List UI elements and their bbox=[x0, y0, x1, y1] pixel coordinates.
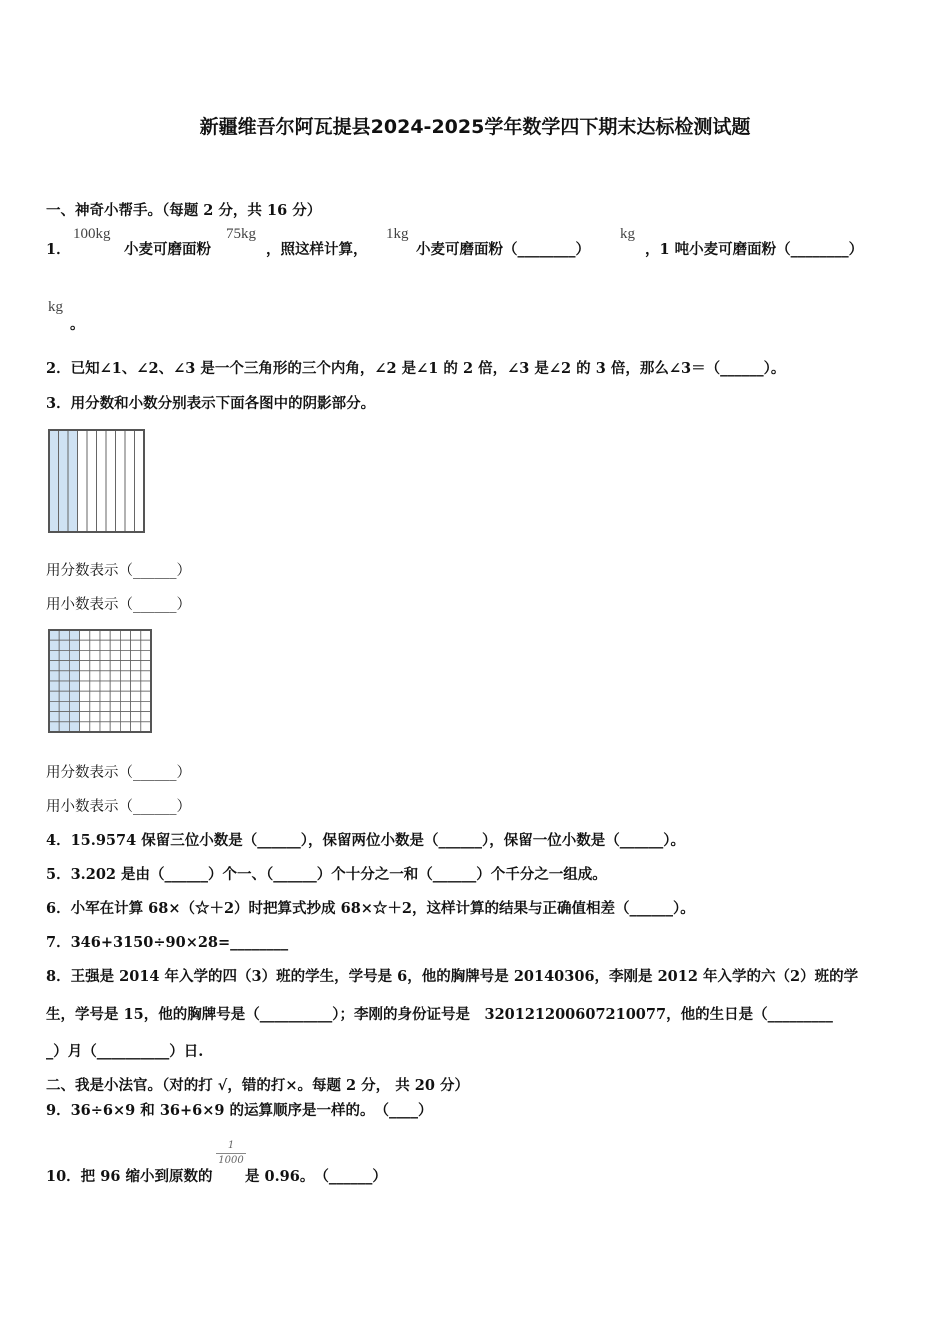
cell bbox=[80, 640, 90, 650]
cell bbox=[131, 712, 141, 722]
q1-unit-kg-2: kg bbox=[48, 299, 63, 315]
cell bbox=[110, 681, 120, 691]
cell bbox=[110, 691, 120, 701]
q10-text-post: 是 0.96。 （______） bbox=[245, 1168, 387, 1185]
section-1-heading: 一、神奇小帮手。（每题 2 分，共 16 分） bbox=[46, 202, 322, 219]
shaded-cell bbox=[59, 650, 69, 660]
cell bbox=[120, 640, 130, 650]
shaded-cell bbox=[59, 722, 69, 732]
q10-fraction-numerator: 1 bbox=[227, 1140, 235, 1151]
shaded-cell bbox=[49, 661, 59, 671]
q1-text-4: ，1 吨小麦可磨面粉（________） bbox=[645, 241, 864, 258]
shaded-cell bbox=[59, 691, 69, 701]
cell bbox=[141, 661, 151, 671]
shaded-cell bbox=[49, 691, 59, 701]
q1-unit-1kg: 1kg bbox=[386, 226, 409, 242]
q10-fraction-denominator: 1000 bbox=[218, 1155, 244, 1166]
cell bbox=[131, 640, 141, 650]
cell bbox=[90, 661, 100, 671]
cell bbox=[131, 630, 141, 640]
cell bbox=[80, 661, 90, 671]
q1-unit-100kg: 100kg bbox=[73, 226, 111, 242]
shaded-cell bbox=[59, 640, 69, 650]
q3b-fraction-line: 用分数表示（______） bbox=[46, 765, 191, 781]
cell bbox=[120, 661, 130, 671]
shaded-cell bbox=[49, 701, 59, 711]
shaded-cell bbox=[49, 640, 59, 650]
cell bbox=[90, 722, 100, 732]
q10-text-pre: 10．把 96 缩小到原数的 bbox=[46, 1168, 213, 1185]
cell bbox=[90, 650, 100, 660]
shaded-cell bbox=[59, 671, 69, 681]
q1-number: 1． bbox=[46, 241, 71, 258]
column bbox=[135, 430, 145, 532]
cell bbox=[131, 661, 141, 671]
shaded-cell bbox=[69, 681, 79, 691]
section-2-heading: 二、我是小法官。（对的打 √，错的打×。每题 2 分， 共 20 分） bbox=[46, 1077, 469, 1094]
cell bbox=[90, 712, 100, 722]
column bbox=[106, 430, 116, 532]
shaded-cell bbox=[69, 630, 79, 640]
cell bbox=[80, 681, 90, 691]
cell bbox=[80, 691, 90, 701]
cell bbox=[100, 630, 110, 640]
column bbox=[87, 430, 97, 532]
question-5: 5．3.202 是由（______）个一、（______）个十分之一和（______）个千分之一组成。 bbox=[46, 866, 607, 883]
shaded-cell bbox=[59, 661, 69, 671]
cell bbox=[131, 691, 141, 701]
cell bbox=[90, 691, 100, 701]
cell bbox=[100, 701, 110, 711]
cell bbox=[80, 650, 90, 660]
cell bbox=[80, 671, 90, 681]
cell bbox=[131, 650, 141, 660]
shaded-column bbox=[68, 430, 78, 532]
cell bbox=[141, 650, 151, 660]
cell bbox=[100, 640, 110, 650]
question-8-line-2: 生，学号是 15，他的胸牌号是（__________）；李刚的身份证号是 320121200607210077，他的生日是（_________ bbox=[46, 1006, 833, 1023]
cell bbox=[131, 671, 141, 681]
shaded-cell bbox=[69, 650, 79, 660]
question-4: 4．15.9574 保留三位小数是（______），保留两位小数是（______），保留一位小数是（______）。 bbox=[46, 832, 685, 849]
cell bbox=[110, 701, 120, 711]
q1-text-3: 小麦可磨面粉（________） bbox=[416, 241, 590, 258]
cell bbox=[90, 630, 100, 640]
shaded-column bbox=[49, 430, 59, 532]
column bbox=[125, 430, 135, 532]
shaded-column bbox=[59, 430, 69, 532]
cell bbox=[120, 701, 130, 711]
cell bbox=[141, 712, 151, 722]
question-6: 6．小军在计算 68×（☆＋2）时把算式抄成 68×☆＋2，这样计算的结果与正确值相差（______）。 bbox=[46, 900, 695, 917]
figure-2-hundred-grid bbox=[46, 627, 154, 735]
cell bbox=[120, 671, 130, 681]
cell bbox=[141, 640, 151, 650]
q1-unit-kg-1: kg bbox=[620, 226, 635, 242]
cell bbox=[90, 681, 100, 691]
q10-fraction bbox=[216, 1140, 246, 1167]
shaded-cell bbox=[59, 630, 69, 640]
cell bbox=[100, 671, 110, 681]
cell bbox=[100, 681, 110, 691]
question-2: 2．已知∠1、∠2、∠3 是一个三角形的三个内角，∠2 是∠1 的 2 倍，∠3 是∠2 的 3 倍，那么∠3＝（______）。 bbox=[46, 360, 786, 377]
cell bbox=[120, 681, 130, 691]
question-7: 7．346+3150÷90×28=________ bbox=[46, 934, 289, 951]
cell bbox=[80, 712, 90, 722]
cell bbox=[100, 650, 110, 660]
cell bbox=[120, 650, 130, 660]
shaded-cell bbox=[49, 630, 59, 640]
shaded-cell bbox=[59, 701, 69, 711]
cell bbox=[110, 712, 120, 722]
cell bbox=[80, 722, 90, 732]
shaded-cell bbox=[69, 701, 79, 711]
cell bbox=[120, 712, 130, 722]
cell bbox=[90, 701, 100, 711]
cell bbox=[90, 671, 100, 681]
shaded-cell bbox=[69, 712, 79, 722]
column bbox=[78, 430, 88, 532]
cell bbox=[141, 701, 151, 711]
cell bbox=[110, 661, 120, 671]
cell bbox=[110, 671, 120, 681]
cell bbox=[120, 691, 130, 701]
cell bbox=[131, 722, 141, 732]
cell bbox=[131, 681, 141, 691]
shaded-cell bbox=[69, 661, 79, 671]
shaded-cell bbox=[69, 722, 79, 732]
q1-unit-75kg: 75kg bbox=[226, 226, 256, 242]
cell bbox=[110, 640, 120, 650]
shaded-cell bbox=[69, 671, 79, 681]
cell bbox=[141, 681, 151, 691]
q1-text-2: ，照这样计算， bbox=[266, 241, 368, 258]
cell bbox=[100, 661, 110, 671]
figure-1-column-grid bbox=[46, 427, 148, 535]
cell bbox=[80, 630, 90, 640]
shaded-cell bbox=[49, 712, 59, 722]
cell bbox=[100, 722, 110, 732]
cell bbox=[141, 671, 151, 681]
question-8-line-1: 8．王强是 2014 年入学的四（3）班的学生，学号是 6，他的胸牌号是 20140306，李刚是 2012 年入学的六（2）班的学 bbox=[46, 968, 859, 985]
cell bbox=[141, 630, 151, 640]
q3a-decimal-line: 用小数表示（______） bbox=[46, 597, 191, 613]
q3b-decimal-line: 用小数表示（______） bbox=[46, 799, 191, 815]
q3a-fraction-line: 用分数表示（______） bbox=[46, 563, 191, 579]
cell bbox=[110, 650, 120, 660]
shaded-cell bbox=[49, 681, 59, 691]
cell bbox=[120, 630, 130, 640]
shaded-cell bbox=[69, 640, 79, 650]
q1-text-1: 小麦可磨面粉 bbox=[124, 241, 211, 258]
cell bbox=[100, 691, 110, 701]
column bbox=[116, 430, 126, 532]
page-title: 新疆维吾尔阿瓦提县2024-2025学年数学四下期末达标检测试题 bbox=[199, 116, 751, 138]
shaded-cell bbox=[49, 722, 59, 732]
question-3: 3．用分数和小数分别表示下面各图中的阴影部分。 bbox=[46, 395, 376, 412]
cell bbox=[90, 640, 100, 650]
shaded-cell bbox=[49, 671, 59, 681]
cell bbox=[120, 722, 130, 732]
cell bbox=[80, 701, 90, 711]
q1-text-5: 。 bbox=[70, 316, 85, 333]
column bbox=[97, 430, 107, 532]
cell bbox=[100, 712, 110, 722]
cell bbox=[131, 701, 141, 711]
cell bbox=[110, 630, 120, 640]
cell bbox=[141, 691, 151, 701]
shaded-cell bbox=[59, 681, 69, 691]
cell bbox=[110, 722, 120, 732]
shaded-cell bbox=[69, 691, 79, 701]
shaded-cell bbox=[49, 650, 59, 660]
cell bbox=[141, 722, 151, 732]
question-8-line-3: _）月（__________）日. bbox=[46, 1043, 204, 1060]
shaded-cell bbox=[59, 712, 69, 722]
question-9: 9．36÷6×9 和 36+6×9 的运算顺序是一样的。 （____） bbox=[46, 1102, 433, 1119]
